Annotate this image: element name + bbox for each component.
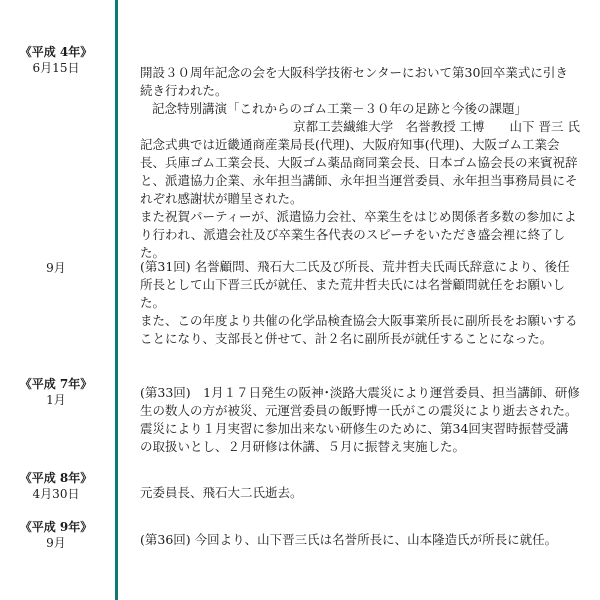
entry-paragraph: また、この年度より共催の化学品検査協会大阪事業所長に副所長をお願いすることになり、支部長と併せて、計２名に副所長が就任することになった。	[140, 313, 578, 346]
timeline-vertical-rule	[115, 0, 118, 600]
entry-body	[140, 531, 580, 549]
entry-body	[140, 484, 580, 502]
entry-day: 1月	[46, 393, 66, 407]
entry-body	[140, 64, 580, 262]
entry-paragraph: 京都工芸繊維大学 名誉教授 工博 山下 晋三 氏	[293, 119, 580, 134]
entry-paragraph: 記念式典では近畿通商産業局長(代理)、大阪府知事(代理)、大阪ゴム工業会長、兵庫ゴム工業会長、大阪ゴム薬品商同業会長、日本ゴム協会長の来賓祝辞と、派遣協力企業、永年担当講師、永年担当運営委員、永年担当事務局員にそれぞれ感謝状が贈呈された。	[140, 137, 578, 206]
entry-paragraph: (第36回) 今回より、山下晋三氏は名誉所長に、山本隆造氏が所長に就任。	[140, 532, 558, 547]
entry-date	[0, 260, 112, 276]
entry-body	[140, 258, 580, 348]
entry-paragraph: 開設３０周年記念の会を大阪科学技術センターにおいて第30回卒業式に引き続き行われた。	[140, 65, 568, 98]
entry-paragraph: 記念特別講演「これからのゴム工業－３０年の足跡と今後の課題」	[152, 101, 528, 116]
entry-paragraph: (第33回) 1月１７日発生の阪神･淡路大震災により運営委員、担当講師、研修生の数人の方が被災、元運営委員の飯野博一氏がこの震災により逝去された。震災により１月実習に参加出来ない研修生のために、第34回実習時振替受講の取扱いとし、２月研修は休講、５月に振替え実施した。	[140, 385, 580, 454]
entry-era: 《平成 8年》	[19, 471, 93, 485]
entry-date	[0, 519, 112, 551]
entry-body	[140, 384, 580, 456]
entry-date	[0, 44, 112, 76]
entry-paragraph: 元委員長、飛石大二氏逝去。	[140, 485, 303, 500]
entry-day: 9月	[46, 536, 66, 550]
entry-era: 《平成 9年》	[19, 520, 93, 534]
entry-era: 《平成 7年》	[19, 377, 93, 391]
entry-era: 《平成 4年》	[19, 45, 93, 59]
entry-day: 6月15日	[32, 61, 80, 75]
entry-paragraph: また祝賀パーティーが、派遣協力会社、卒業生をはじめ関係者多数の参加により行われ、派遣会社及び卒業生各代表のスピーチをいただき盛会裡に終了した。	[140, 209, 577, 260]
entry-paragraph: (第31回) 名誉顧問、飛石大二氏及び所長、荒井哲夫氏両氏辞意により、後任所長として山下晋三氏が就任、また荒井哲夫氏には名誉顧問就任をお願いした。	[140, 259, 570, 310]
entry-day: 9月	[46, 261, 66, 275]
entry-date	[0, 470, 112, 502]
entry-date	[0, 376, 112, 408]
entry-day: 4月30日	[32, 487, 80, 501]
